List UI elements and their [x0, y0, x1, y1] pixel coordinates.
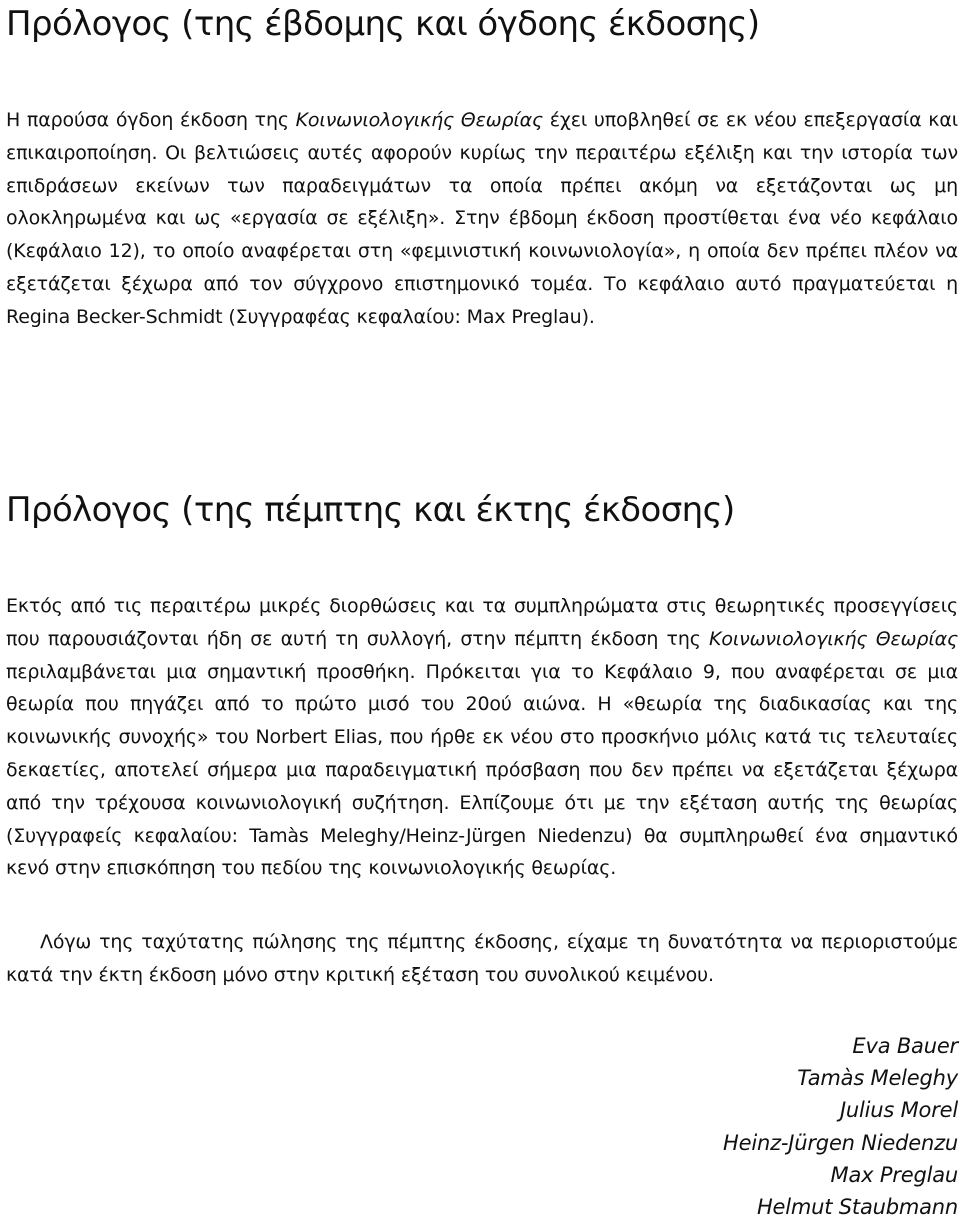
paragraph-text: Η παρούσα όγδοη έκδοση της	[6, 109, 296, 131]
author-name: Heinz-Jürgen Niedenzu	[723, 1130, 958, 1155]
paragraph-text: περιλαμβάνεται μια σημαντική προσθήκη. Πρόκειται για το Κεφάλαιο 9, που αναφέρεται σε μια θεωρία που πηγάζει από το πρώτο μισό του 20ού αιώνα. Η «θεωρία της διαδικασίας και της κοινωνικής συνοχής» του Norbert Elias, που ήρθε εκ νέου στο προσκήνιο μόλις κατά τις τελευταίες δεκαετίες, αποτελεί σήμερα μια παραδειγματική πρόσβαση που δεν πρέπει να εξετάζεται ξέχωρα από την τρέχουσα κοινωνιολογική συζήτηση. Ελπίζουμε ότι με την εξέταση αυτής της θεωρίας (Συγγραφείς κεφαλαίου: Tamàs Meleghy/Heinz-Jürgen Niedenzu) θα συμπληρωθεί ένα σημαντικό κενό στην επισκόπηση του πεδίου της κοινωνιολογικής θεωρίας.	[6, 660, 958, 880]
preface-paragraph-fifth-edition	[6, 590, 958, 885]
paragraph-text: Εκτός από τις περαιτέρω μικρές διορθώσεις και τα συμπληρώματα στις θεωρητικές προσεγγίσεις που παρουσιάζονται ήδη σε αυτή τη συλλογή, στην πέμπτη έκδοση της	[6, 595, 958, 650]
author-signatures	[723, 1030, 958, 1223]
section-title-fifth-sixth-edition: Πρόλογος (της πέμπτης και έκτης έκδοσης)	[6, 490, 735, 530]
section-title-seventh-eighth-edition: Πρόλογος (της έβδομης και όγδοης έκδοσης)	[6, 4, 760, 44]
author-name: Helmut Staubmann	[756, 1195, 958, 1220]
preface-paragraph-eighth-edition	[6, 104, 958, 334]
author-name: Eva Bauer	[852, 1034, 958, 1058]
book-title-italic: Κοινωνιολογικής Θεωρίας	[295, 109, 544, 131]
book-title-italic: Κοινωνιολογικής Θεωρίας	[709, 627, 958, 650]
preface-paragraph-sixth-edition: Λόγω της ταχύτατης πώλησης της πέμπτης έκδοσης, είχαμε τη δυνατότητα να περιοριστούμε κατά την έκτη έκδοση μόνο στην κριτική εξέταση του συνολικού κειμένου.	[6, 931, 958, 986]
author-name: Tamàs Meleghy	[797, 1066, 958, 1091]
paragraph-text: έχει υποβληθεί σε εκ νέου επεξεργασία και επικαιροποίηση. Οι βελτιώσεις αυτές αφορούν κυρίως την περαιτέρω εξέλιξη και την ιστορία των επιδράσεων εκείνων των παραδειγμάτων τα οποία πρέπει ακόμη να εξετάζονται ως μη ολοκληρωμένα και ως «εργασία σε εξέλιξη». Στην έβδομη έκδοση προστίθεται ένα νέο κεφάλαιο (Κεφάλαιο 12), το οποίο αναφέρεται στη «φεμινιστική κοινωνιολογία», η οποία δεν πρέπει πλέον να εξετάζεται ξέχωρα από τον σύγχρονο επιστημονικό τομέα. Το κεφάλαιο αυτό πραγματεύεται η Regina Becker-Schmidt (Συγγραφέας κεφαλαίου: Max Preglau).	[6, 109, 958, 328]
author-name: Max Preglau	[830, 1162, 958, 1187]
author-name: Julius Morel	[839, 1098, 958, 1123]
